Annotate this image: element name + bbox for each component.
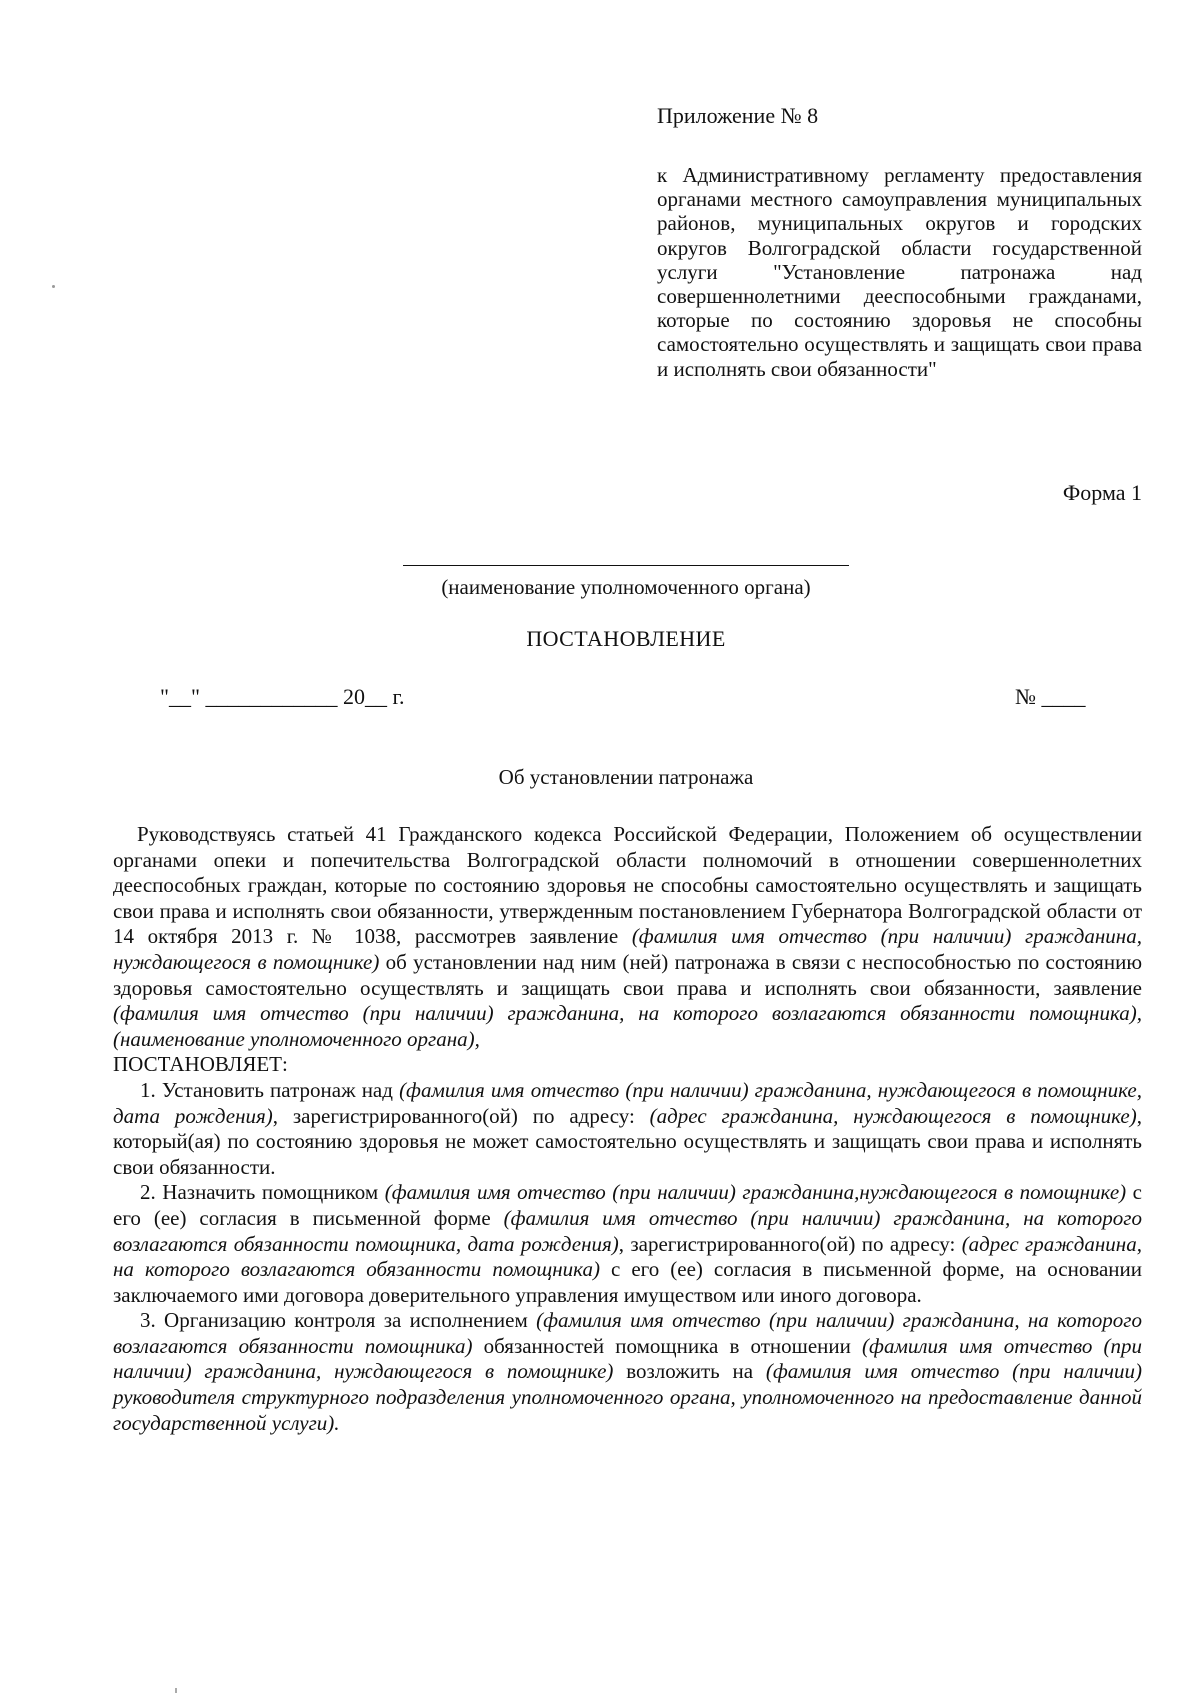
paragraph-text: Руководствуясь статьей 41 Гражданского кодекса Российской Федерации, Положением об осуществлении органами опеки и попечительства Волгоградской области полномочий в отношении совершеннолетних дееспособных граждан, которые по состоянию здоровья не способны самостоятельно осуществлять и защищать свои права и исполнять свои обязанности, утвержденным постановлением Губернатора Волгоградской области от 14 октября 2013 г. № 1038, рассмотрев заявление <box>113 822 1142 949</box>
paragraph-text: , зарегистрированного(ой) по адресу: <box>618 1231 962 1256</box>
appendix-title: Приложение № 8 <box>657 103 819 128</box>
paragraph-text: , который(ая) по состоянию здоровья не может самостоятельно осуществлять и защищать свои права и исполнять свои обязанности. <box>113 1103 1142 1179</box>
paragraph-text: об установлении над ним (ней) патронажа в связи с неспособностью по состоянию здоровья самостоятельно осуществлять и защищать свои права и исполнять свои обязанности, заявление <box>113 949 1143 1000</box>
italic-placeholder-text: (фамилия имя отчество (при наличии) гражданина,нуждающегося в помощнике) <box>384 1180 1127 1205</box>
authority-name-caption: (наименование уполномоченного органа) <box>441 575 811 599</box>
paragraph-text: 3. Организацию контроля за исполнением <box>140 1308 537 1333</box>
authority-name-line <box>403 565 849 566</box>
italic-placeholder-text: (фамилия имя отчество (при наличии) гражданина, на которого возлагаются обязанности помощника) <box>113 1308 1142 1358</box>
italic-placeholder-text: (фамилия имя отчество (при наличии) руководителя структурного подразделения уполномоченного органа, уполномоченного на предоставление данной государственной услуги). <box>113 1359 1142 1435</box>
paragraph-text: с его (ее) согласия в письменной форме, на основании заключаемого ими договора доверительного управления имуществом или иного договора. <box>113 1257 1142 1307</box>
italic-placeholder-text: (фамилия имя отчество (при наличии) гражданина, нуждающегося в помощнике) <box>113 1333 1142 1384</box>
italic-placeholder-text: (адрес гражданина, нуждающегося в помощнике) <box>649 1103 1137 1128</box>
scan-speck <box>52 285 55 288</box>
italic-placeholder-text: (фамилия имя отчество (при наличии) гражданина, нуждающегося в помощнике, дата рождения) <box>113 1077 1142 1128</box>
form-label: Форма 1 <box>1062 480 1142 505</box>
list-item <box>113 1308 1142 1436</box>
italic-placeholder-text: (фамилия имя отчество (при наличии) гражданина, нуждающегося в помощнике) <box>113 924 1142 974</box>
list-item <box>113 1180 1142 1308</box>
paragraph-text: обязанностей помощника в отношении <box>472 1333 863 1358</box>
list-item <box>113 1078 1142 1180</box>
document-body <box>113 822 1142 1436</box>
italic-placeholder-text: (адрес гражданина, на которого возлагаются обязанности помощника) <box>113 1231 1142 1282</box>
paragraph-text: с его (ее) согласия в письменной форме <box>113 1180 1142 1230</box>
italic-placeholder-text: (фамилия имя отчество (при наличии) гражданина, на которого возлагаются обязанности помощника), (наименование уполномоченного органа), <box>113 1001 1142 1051</box>
intro-paragraph <box>113 822 1142 1052</box>
document-subject: Об установлении патронажа <box>498 765 754 789</box>
italic-placeholder-text: (фамилия имя отчество (при наличии) гражданина, на которого возлагаются обязанности помощника, дата рождения) <box>113 1205 1142 1256</box>
paragraph-text: возложить на <box>613 1359 766 1384</box>
appendix-reference-text: к Административному регламенту предоставления органами местного самоуправления муниципальных районов, муниципальных округов и городских округов Волгоградской области государственной услуги "Установление патронажа над совершеннолетними дееспособными гражданами, которые по состоянию здоровья не способны самостоятельно осуществлять и защищать свои права и исполнять свои обязанности" <box>657 163 1142 381</box>
document-title: ПОСТАНОВЛЕНИЕ <box>526 626 726 651</box>
paragraph-text: , зарегистрированного(ой) по адресу: <box>272 1103 650 1128</box>
scan-speck <box>175 1688 177 1693</box>
paragraph-text: 2. Назначить помощником <box>140 1180 385 1205</box>
decree-word: ПОСТАНОВЛЯЕТ: <box>113 1052 288 1077</box>
date-line: "__" ____________ 20__ г. <box>160 684 405 709</box>
document-number-line: № ____ <box>1015 684 1086 709</box>
paragraph-text: 1. Установить патронаж над <box>140 1077 400 1102</box>
